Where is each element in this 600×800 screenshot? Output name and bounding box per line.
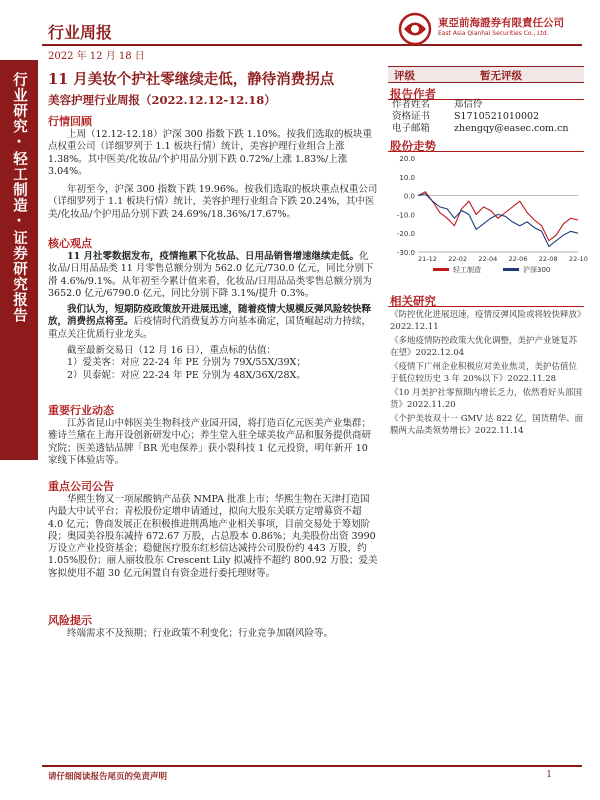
section-news-heading: 重要行业动态 [48, 404, 114, 417]
core-highlight: 11 月社零数据发布，疫情拖累下化妆品、日用品销售增速继续走低。 [67, 251, 360, 262]
sidebar-text: 行业研究·轻工制造·证券研究报告 [11, 72, 27, 323]
legend-label: 沪深300 [523, 266, 551, 274]
core-highlight-2: 我们认为，短期防疫政策放开进展迅速，随着疫情大规模反弹风险较快释放，消费拐点将至。 [48, 304, 372, 328]
x-tick-label: 22-06 [508, 255, 528, 263]
news-paragraph: 江苏省昆山中韩医美生物科技产业园开园，将打造百亿元医美产业集群；雅诗兰黛在上海开设创新研发中心；养生堂入驻全球美妆产品和服务提供商研究院；医美透钻品牌「BR 光电保养」获小裂科技 1 亿元投资，明年新开 10 家线下体验店等。 [48, 418, 372, 466]
company-logo-icon [398, 12, 432, 46]
core-paragraph-3: 截至最新交易日（12 月 16 日），重点标的估值： [67, 345, 276, 357]
review-paragraph-1: 上周（12.12-12.18）沪深 300 指数下跌 1.10%。按我们选取的板块重点权重公司（详细罗列于 1.1 板块行情）统计，美容护理行业组合上涨 1.38%。其中医美/化妆品/个护用品分别下跌 0.72%/上涨 1.83%/上涨 3.04%。 [48, 129, 372, 177]
x-tick-label: 21-12 [418, 255, 437, 263]
section-risk-body [48, 628, 378, 640]
core-list-2: 2）贝泰妮：对应 22-24 年 PE 分别为 48X/36X/28X。 [67, 369, 306, 381]
section-company-heading: 重点公司公告 [48, 480, 114, 493]
stock-performance-chart [388, 152, 588, 282]
related-list [390, 309, 584, 439]
legend-swatch [503, 268, 519, 271]
core-paragraph-2: 后疫情时代消费复苏方向基本确定，国货崛起动力持续，重点关注优质行业龙头。 [48, 316, 372, 340]
company-paragraph: 华熙生物又一项尿酸钠产品获 NMPA 批准上市；华熙生物在天津打造国内最大中试平台；青松股份定增申请通过，拟向大股东关联方定增募资不超 4.0 亿元；鲁商发展正在积极推进荆禹地产业相关事项，目前交易处于筹划阶段；奥园美谷股东减持 672.67 万股，占总股本 0.86%；丸美股份出资 3990 万设立产业投资基金；稳健医疗股东红杉信达减持公司股份约 443 万股，约 1.05%股份；丽人丽妆股东 Crescent Lily 拟减持不超约 800.92 万股；爱美客拟使用不超 30 亿元闲置自有资金进行委托理财等。 [48, 494, 378, 579]
report-subtitle: 美容护理行业周报（2022.12.12-12.18） [48, 93, 276, 107]
related-item[interactable]: 《疫情下广州企业积极应对美业焦灵，美护估值位于低位较历史 3 年 20%以下》2022.11.28 [390, 362, 578, 384]
rating-value: 暂无评级 [480, 70, 522, 82]
report-title: 11 月美妆个护社零继续走低，静待消费拐点 [48, 71, 335, 88]
series-line [418, 192, 578, 241]
core-paragraph-1: 化妆品/日用品品类 11 月零售总额分别为 562.0 亿元/730.0 亿元，同比分别下滑 4.6%/9.1%。从年初至今累计值来看，化妆品/日用品品类零售总额分别为 3652.0 亿元/6790.0 亿元，同比分别下降 3.1%/提升 0.3%。 [48, 251, 374, 299]
core-list-1: 1）爱美客：对应 22-24 年 PE 分别为 79X/55X/39X； [67, 357, 306, 369]
analyst-info [392, 99, 569, 135]
y-tick-label: -20.0 [396, 230, 415, 239]
company-name-en: East Asia Qianhai Securities Co., Ltd. [438, 30, 549, 37]
section-risk-heading: 风险提示 [48, 614, 92, 627]
footer-disclaimer: 请仔细阅读报告尾页的免责声明 [48, 772, 168, 782]
sidebar-banner [0, 60, 38, 460]
related-divider [388, 306, 584, 307]
y-tick-label: 10.0 [399, 173, 415, 182]
y-tick-label: -10.0 [396, 211, 415, 220]
rating-bar [388, 66, 584, 83]
series-line [418, 194, 578, 247]
related-item[interactable]: 《个护美妆双十一 GMV 达 822 亿，国货精华、面膜两大品类领势增长》2022.11.14 [390, 414, 584, 436]
chart-heading: 股份走势 [390, 139, 436, 153]
related-item[interactable]: 《防控优化进展迅速，疫情反弹风险或将较快释放》2022.12.11 [390, 310, 582, 332]
related-heading: 相关研究 [390, 294, 436, 308]
header-divider [42, 44, 582, 46]
y-tick-label: 20.0 [399, 155, 415, 163]
analyst-row-email: 电子邮箱 zhengqy@easec.com.cn [392, 123, 569, 134]
analyst-row-name: 作者姓名 郑信伶 [392, 99, 483, 110]
report-date: 2022 年 12 月 18 日 [48, 51, 145, 62]
legend-label: 轻工制造 [453, 266, 481, 274]
section-core-body [48, 251, 378, 382]
company-name-cn: 東亞前海證券有限責任公司 [438, 17, 564, 29]
page-number: 1 [546, 770, 552, 780]
review-paragraph-2: 年初至今，沪深 300 指数下跌 19.96%。按我们选取的板块重点权重公司（详细罗列于 1.1 板块行情）统计，美容护理行业组合下跌 20.24%，其中医美/化妆品/个护用品分别下跌 24.69%/18.36%/17.67%。 [48, 184, 378, 220]
related-item[interactable]: 《10 月美护社零预期内增长乏力，依然看好头部国货》2022.11.20 [390, 388, 583, 410]
legend-swatch [433, 268, 449, 271]
analyst-row-cert: 资格证书 S1710521010002 [392, 111, 540, 122]
analyst-heading: 报告作者 [390, 87, 436, 101]
y-tick-label: 0.0 [403, 192, 415, 201]
x-tick-label: 22-02 [448, 255, 468, 263]
x-tick-label: 22-04 [478, 255, 498, 263]
risk-paragraph: 终端需求不及预期；行业政策不利变化；行业竞争加剧风险等。 [67, 628, 334, 639]
section-news-body [48, 418, 378, 467]
related-item[interactable]: 《多地疫情防控政策大优化调整，美护产业链复苏在望》2022.12.04 [390, 336, 578, 358]
x-tick-label: 22-08 [538, 255, 558, 263]
section-review-heading: 行情回顾 [48, 115, 92, 128]
section-company-body [48, 494, 378, 580]
report-type: 行业周报 [48, 23, 113, 42]
y-tick-label: -30.0 [396, 249, 415, 257]
section-review-body [48, 129, 378, 221]
section-core-heading: 核心观点 [48, 237, 92, 250]
footer-divider [42, 765, 582, 767]
x-tick-label: 22-10 [568, 255, 588, 263]
rating-label: 评级 [394, 70, 415, 82]
